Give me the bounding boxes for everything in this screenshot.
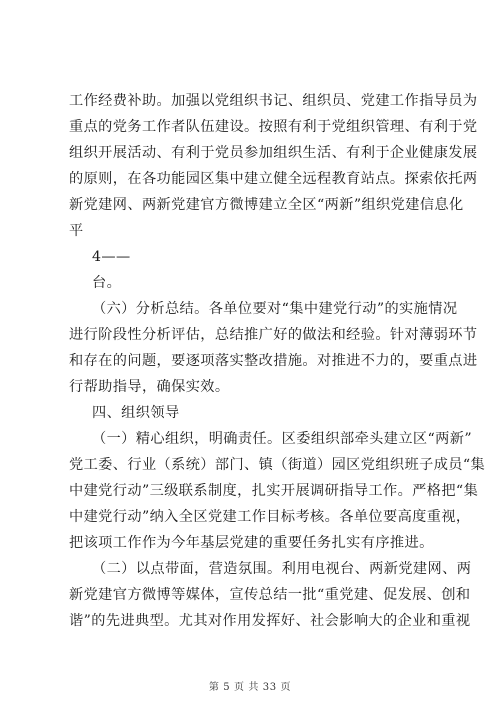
- paragraph-line: 行帮助指导，确保实效。: [69, 379, 230, 395]
- page-break-marker: 4——: [92, 249, 131, 265]
- paragraph-line: 把该项工作作为今年基层党建的重要任务扎实有序推进。: [69, 535, 434, 551]
- paragraph-line: 新党建网、两新党建官方微博建立全区“两新”组织党建信息化: [69, 197, 464, 213]
- paragraph-line: 台。: [92, 275, 122, 291]
- paragraph-line: 的原则，在各功能园区集中建立健全远程教育站点。探索依托两: [69, 171, 478, 187]
- paragraph-line: 新党建官方微博等媒体，宣传总结一批“重党建、促发展、创和: [69, 587, 471, 603]
- paragraph-line: 党工委、行业（系统）部门、镇（街道）园区党组织班子成员“集: [69, 457, 486, 473]
- paragraph-line: 中建党行动”纳入全区党建工作目标考核。各单位要高度重视，: [69, 509, 471, 525]
- paragraph-line: （六）分析总结。各单位要对“集中建党行动”的实施情况: [92, 301, 458, 317]
- paragraph-line: （二）以点带面，营造氛围。利用电视台、两新党建网、两: [92, 561, 472, 577]
- paragraph-line: 谐”的先进典型。尤其对作用发挥好、社会影响大的企业和重视: [69, 613, 471, 629]
- paragraph-line: 进行阶段性分析评估，总结推广好的做法和经验。针对薄弱环节: [69, 327, 478, 343]
- paragraph-line: 重点的党务工作者队伍建设。按照有利于党组织管理、有利于党: [69, 119, 478, 135]
- paragraph-line: 组织开展活动、有利于党员参加组织生活、有利于企业健康发展: [69, 145, 478, 161]
- paragraph-line: 和存在的问题，要逐项落实整改措施。对推进不力的，要重点进: [69, 353, 478, 369]
- paragraph-line: 中建党行动”三级联系制度，扎实开展调研指导工作。严格把“集: [69, 483, 479, 499]
- paragraph-line: 工作经费补助。加强以党组织书记、组织员、党建工作指导员为: [69, 93, 478, 109]
- section-heading: 四、组织领导: [92, 405, 180, 421]
- page-number-footer: 第 5 页 共 33 页: [208, 682, 292, 693]
- paragraph-line: 平: [69, 223, 84, 239]
- paragraph-line: （一）精心组织，明确责任。区委组织部牵头建立区“两新”: [92, 431, 472, 447]
- document-body: [69, 92, 486, 638]
